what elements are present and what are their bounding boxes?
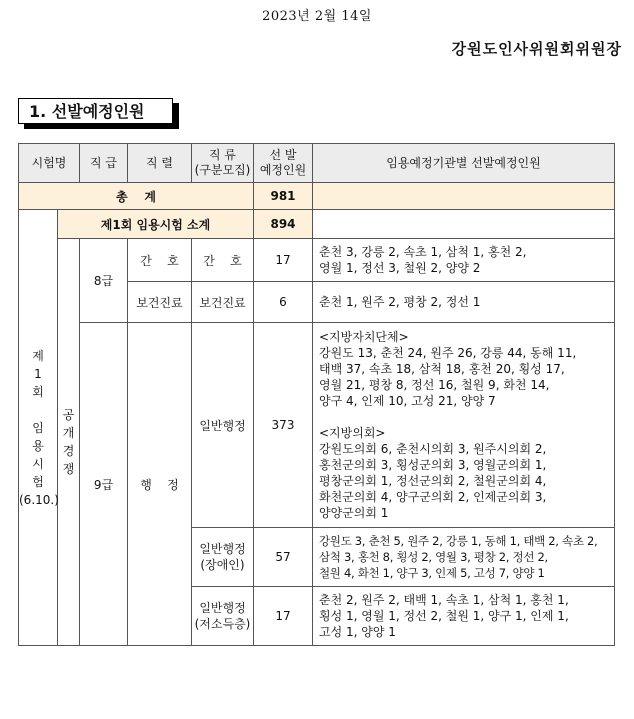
subtotal-label: 제1회 임용시험 소계 [58, 210, 254, 239]
count-cell: 17 [254, 587, 313, 646]
total-detail [313, 183, 615, 210]
section-title: 1. 선발예정인원 [18, 98, 173, 124]
exam-label: 제 1 회 임 용 시 험 (6.10.) [19, 210, 58, 646]
table-row [19, 323, 615, 528]
subtotal-row [19, 210, 615, 239]
detail-cell: 춘천 2, 원주 2, 태백 1, 속초 1, 삼척 1, 홍천 1, 횡성 1, 영월 1, 정선 2, 철원 1, 양구 1, 인제 1, 고성 1, 양양 1 [313, 587, 615, 646]
series-cell: 보건진료 [128, 282, 192, 323]
header-category: 직 류 (구분모집) [192, 144, 254, 183]
series-cell: 행 정 [128, 323, 192, 646]
table-row [19, 239, 615, 282]
count-cell: 57 [254, 528, 313, 587]
total-row [19, 183, 615, 210]
recruitment-table [18, 143, 615, 646]
detail-cell: 강원도 3, 춘천 5, 원주 2, 강릉 1, 동해 1, 태백 2, 속초 2, 삼척 3, 홍천 8, 횡성 2, 영월 3, 평창 2, 정선 2, 철원 4, 화천 1, 양구 3, 인제 5, 고성 7, 양양 1 [313, 528, 615, 587]
table-header-row [19, 144, 615, 183]
category-cell: 간 호 [192, 239, 254, 282]
category-cell: 일반행정 (장애인) [192, 528, 254, 587]
category-cell: 일반행정 (저소득층) [192, 587, 254, 646]
issuer-name: 강원도인사위원회위원장 [451, 40, 622, 58]
count-cell: 373 [254, 323, 313, 528]
total-count: 981 [254, 183, 313, 210]
category-cell: 보건진료 [192, 282, 254, 323]
recruit-type: 공 개 경 쟁 [58, 239, 80, 646]
detail-cell: 춘천 3, 강릉 2, 속초 1, 삼척 1, 홍천 2, 영월 1, 정선 3, 철원 2, 양양 2 [313, 239, 615, 282]
header-grade: 직 급 [80, 144, 128, 183]
total-label: 총 계 [19, 183, 254, 210]
count-cell: 17 [254, 239, 313, 282]
count-cell: 6 [254, 282, 313, 323]
announcement-date: 2023년 2월 14일 [262, 9, 372, 24]
header-exam-name: 시험명 [19, 144, 80, 183]
grade-9: 9급 [80, 323, 128, 646]
category-cell: 일반행정 [192, 323, 254, 528]
series-cell: 간 호 [128, 239, 192, 282]
header-series: 직 렬 [128, 144, 192, 183]
header-detail: 임용예정기관별 선발예정인원 [313, 144, 615, 183]
detail-cell: 춘천 1, 원주 2, 평창 2, 정선 1 [313, 282, 615, 323]
detail-cell: <지방자치단체> 강원도 13, 춘천 24, 원주 26, 강릉 44, 동해 11, 태백 37, 속초 18, 삼척 18, 홍천 20, 횡성 17, 영월 21, 평창 8, 정선 16, 철원 9, 화천 14, 양구 4, 인제 10, 고성 21, 양양 7 <지방의회> 강원도의회 6, 춘천시의회 3, 원주시의회 2, 홍천군의회 3, 횡성군의회 3, 영월군의회 1, 평창군의회 1, 정선군의회 2, 철원군의회 4, 화천군의회 4, 양구군의회 2, 인제군의회 3, 양양군의회 1 [313, 323, 615, 528]
grade-8: 8급 [80, 239, 128, 323]
subtotal-count: 894 [254, 210, 313, 239]
subtotal-detail [313, 210, 615, 239]
header-count: 선 발 예정인원 [254, 144, 313, 183]
